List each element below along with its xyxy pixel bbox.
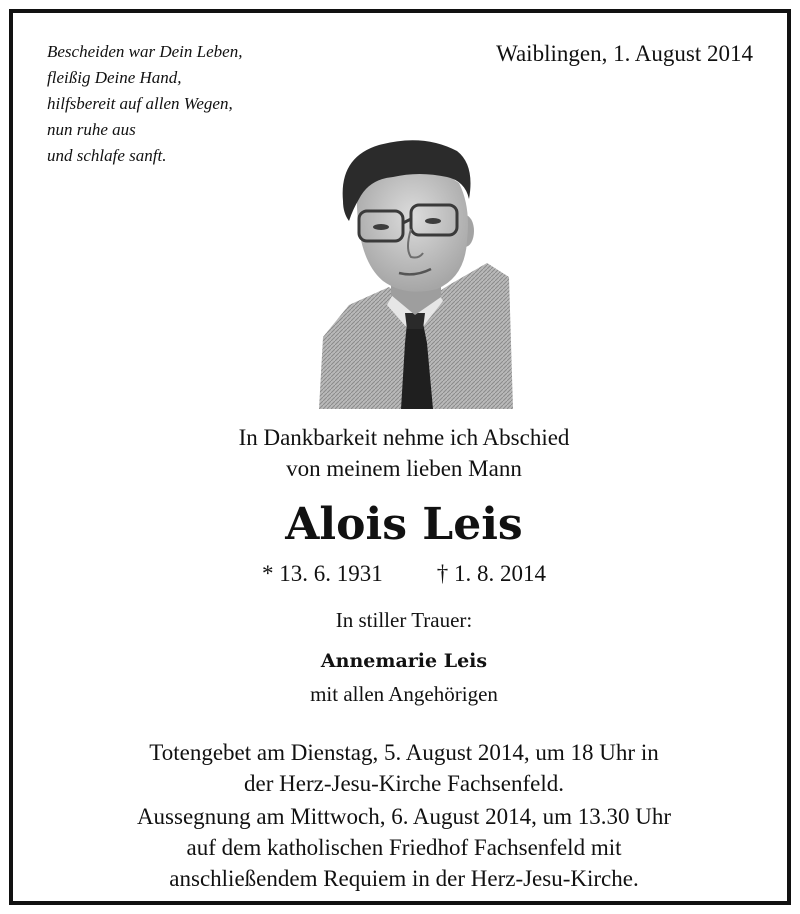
- service-line: Aussegnung am Mittwoch, 6. August 2014, um 13.30 Uhr: [136, 804, 672, 829]
- poem-line: fleißig Deine Hand,: [47, 68, 182, 87]
- portrait-photo: [319, 137, 513, 409]
- intro-line: von meinem lieben Mann: [286, 456, 522, 481]
- service-line: Totengebet am Dienstag, 5. August 2014, um 18 Uhr in: [149, 740, 659, 765]
- poem-line: und schlafe sanft.: [47, 146, 167, 165]
- service-line: der Herz-Jesu-Kirche Fachsenfeld.: [244, 771, 564, 796]
- relatives-line: mit allen Angehörigen: [310, 682, 498, 706]
- poem-line: hilfsbereit auf allen Wegen,: [47, 94, 233, 113]
- survivor-name: Annemarie Leis: [320, 650, 488, 672]
- mourning-heading: In stiller Trauer:: [335, 608, 473, 632]
- farewell-intro: [13, 422, 795, 484]
- obituary-notice: [9, 9, 791, 905]
- intro-line: In Dankbarkeit nehme ich Abschied: [238, 425, 570, 450]
- blessing-service: [13, 801, 795, 894]
- prayer-service: [13, 737, 795, 799]
- place-and-date: Waiblingen, 1. August 2014: [496, 41, 753, 66]
- life-dates: [13, 558, 795, 590]
- service-line: auf dem katholischen Friedhof Fachsenfeld mit: [186, 835, 622, 860]
- poem-line: Bescheiden war Dein Leben,: [47, 42, 243, 61]
- deceased-name: Alois Leis: [285, 499, 523, 550]
- memorial-poem: [47, 39, 327, 169]
- birth-date: * 13. 6. 1931: [262, 561, 383, 586]
- poem-line: nun ruhe aus: [47, 120, 136, 139]
- death-date: † 1. 8. 2014: [436, 561, 546, 586]
- service-line: anschließendem Requiem in der Herz-Jesu-Kirche.: [169, 866, 639, 891]
